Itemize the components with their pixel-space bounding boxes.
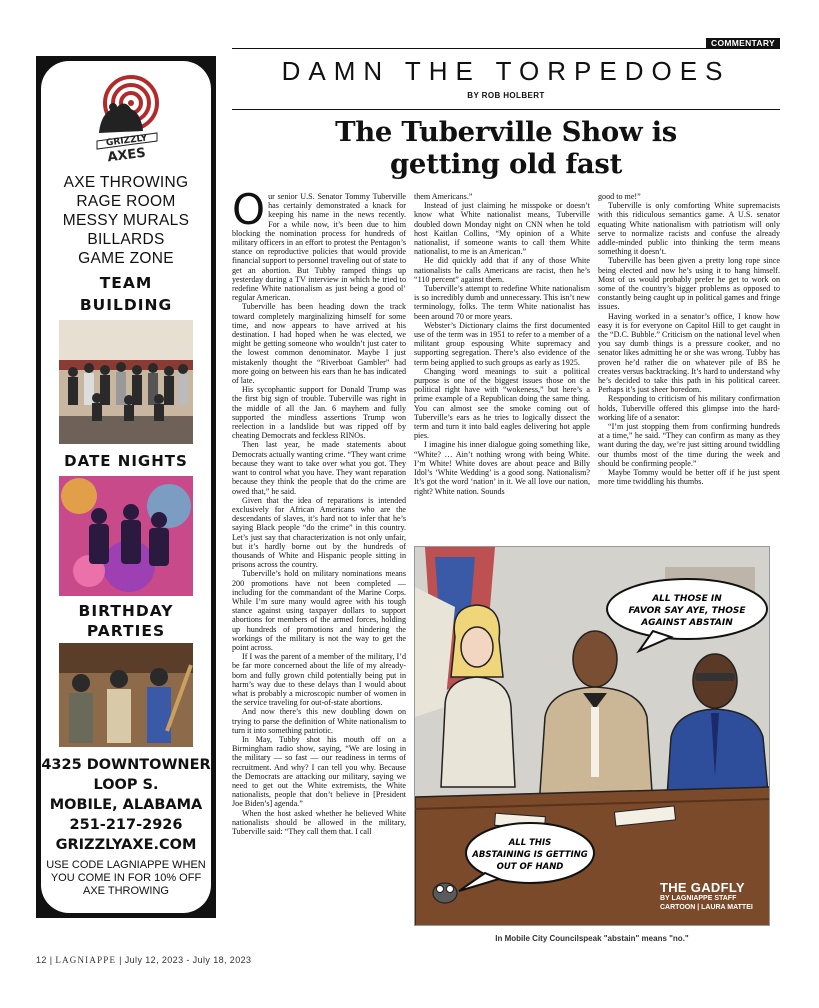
credit-line: BY LAGNIAPPE STAFF [660, 895, 737, 902]
page-footer [36, 955, 251, 965]
article-paragraph: Maybe Tommy would be better off if he just spent more time twiddling his thumbs. [598, 468, 780, 487]
footer-separator: | [119, 955, 122, 965]
top-divider [232, 48, 780, 49]
article-paragraph: Having worked in a senator’s office, I know how easy it is for everyone on Capitol Hill to get caught in the “D.C. Bubble.” Criticism on the national level when you say dumb things is a pressure cooker, and no senator likes admitting he or she was wrong. Tubby has proven he’d rather die on whatever pile of BS he creates versus backtracking. It’s hard to understand why he’s decided to take this path in his political career. Perhaps it’s just sheer boredom. [598, 311, 780, 395]
article-paragraph: When the host asked whether he believed White nationalists should be allowed in the military, Tuberville said: “They call them that. I call [232, 808, 406, 837]
service-item: AXE THROWING [63, 174, 189, 191]
promo-line: USE CODE LAGNIAPPE WHEN [46, 859, 206, 871]
team-building-photo [59, 320, 193, 444]
ad-promo-code [41, 859, 211, 898]
article-paragraph: Then last year, he made statements about Democrats actually wanting crime. “They want crime because they want to take over what you got. They want to control what you have. They want reparation because they think the people that do the crime are owed that,” he said. [232, 440, 406, 496]
address-line: LOOP S. [93, 777, 159, 793]
logo-text-grizzly: GRIZZLY [105, 133, 148, 149]
headline-line: getting old fast [390, 148, 622, 180]
section-label: COMMENTARY [706, 38, 780, 49]
article-paragraph: “I’m just stopping them from confirming hundreds at a time,” he said. “They can confirm as many as they want during the day, we’re just sitting around twiddling our thumbs most of the time during the week and should be confirming people.” [598, 422, 780, 468]
gadfly-cartoon [414, 546, 770, 926]
article-paragraph: Responding to criticism of his military confirmation holds, Tuberville offered this glimpse into the hard-working life of a senator: [598, 394, 780, 422]
article-paragraph: I imagine his inner dialogue going something like, “White? … Ain’t nothing wrong with being White. I’m White! White doves are about peace and Billy Idol’s ‘White Wedding’ is a good song. Nationalism? It’s got the word ‘nation’ in it. We all love our nation, right? White nation. Sounds [414, 440, 590, 496]
article-paragraph: Given that the idea of reparations is intended exclusively for African Americans who are the descendants of slaves, it’s hard not to infer that he’s saying Black people “do the crime” in this country. Let’s just say that characterization is not only unfair, but it’s hardly borne out by the hundreds of thousands of White and Hispanic people sitting in prisons across the country. [232, 495, 406, 570]
article-column-3 [598, 192, 780, 487]
article-paragraph: them Americans.” [414, 192, 473, 201]
bubble-bottom-line: ALL THIS [508, 838, 552, 848]
service-item: MESSY MURALS [62, 212, 190, 229]
cartoon-illustration [415, 547, 770, 926]
article-paragraph: Tuberville has been heading down the track toward completely marginalizing himself for some time, and now appears to have arrived at his destination. I had hoped when he was elected, we might be getting someone who wouldn’t just cater to the lowest common denominator. Maybe I just mistakenly thought the “Riverboat Gambler” had more going on between his ears than he has indicated of late. [232, 302, 406, 386]
service-item: BILLARDS [87, 231, 165, 248]
grizzly-bear-logo-icon [91, 73, 163, 165]
article-paragraph: Instead of just claiming he misspoke or doesn’t know what White nationalist means, Tuberville doubled down Monday night on CNN when he told host Kaitlan Collins, “My opinion of a White nationalist, if someone wants to call them White nationalist, to me is an American.” [414, 201, 590, 257]
article-paragraph: Changing word meanings to suit a political purpose is one of the biggest issues those on the political right have with “wokeness,” but here’s a prime example of a Republican doing the same thing. You can almost see the smoke coming out of Tuberville’s ears as he tries to logically dissect the term and turn it into bald eagles delivering hot apple pies. [414, 366, 590, 441]
ad-panel [41, 61, 211, 913]
headline-divider [232, 109, 780, 110]
column-name: DAMN THE TORPEDOES [281, 56, 731, 86]
article-paragraph: If I was the parent of a member of the military, I’d be far more concerned about the life of my already-born and fully grown child potentially being put in harm’s way due to these delays than I would about what is probably a microscopic number of women in the service traveling for out-of-state abortions. [232, 652, 406, 708]
ad-address-block [41, 755, 211, 855]
article-paragraph: Tuberville’s attempt to redefine White nationalism is so incredibly dumb and unnecessary. This isn’t new terminology, folks. The term White nationalist has been around 70 or more years. [414, 284, 590, 321]
drop-cap: O [232, 185, 266, 234]
cartoon-caption: In Mobile City Councilspeak "abstain" means "no." [495, 934, 689, 943]
article-paragraph: And now there’s this new doubling down on trying to parse the definition of White nationalism to turn it into something patriotic. [232, 707, 406, 735]
article-paragraph: In May, Tubby shot his mouth off on a Birmingham radio show, saying, “We are losing in the military — so fast — our readiness in terms of recruitment. And why? I can tell you why. Because the Democrats are attacking our military, saying we need to get out the White extremists, the White nationalists, people that don’t believe in [President Joe Biden’s] agenda.” [232, 734, 406, 809]
bubble-top-line: AGAINST ABSTAIN [641, 618, 733, 628]
cartoon-title: THE GADFLY [660, 880, 745, 895]
bubble-top-line: ALL THOSE IN [652, 594, 722, 604]
ad-parties-label: PARTIES [86, 622, 166, 640]
article-paragraph: His sycophantic support for Donald Trump was the first big sign of trouble. Tuberville was right in the middle of all the Jan. 6 mayhem and fully supported the mindless assertions Trump won reelection in a landslide but was ripped off by cheating Democrats and feckless RINOs. [232, 385, 406, 441]
article-paragraph: good to me!” [598, 192, 641, 201]
issue-dates: July 12, 2023 - July 18, 2023 [124, 955, 252, 965]
ad-birthday-label: BIRTHDAY [78, 602, 174, 620]
grizzly-axes-ad [36, 56, 216, 918]
ad-website: GRIZZLYAXE.COM [55, 837, 197, 853]
credit-line: CARTOON | LAURA MATTEI [660, 903, 753, 911]
headline-line: The Tuberville Show is [335, 116, 677, 148]
article-paragraph [232, 185, 406, 303]
article-paragraph: Tuberville’s hold on military nominations means 200 promotions have not been completed — including for the commandant of the Marine Corps. While I’m sure many would agree with his tough stance against using taxpayer dollars to support abortions for members of the armed forces, holding up hundreds of promotions and hindering the workings of the military is not the way to get the point across. [232, 569, 406, 652]
paragraph-text: ur senior U.S. Senator Tommy Tuberville has certainly demonstrated a knack for keeping his name in the news recently. For a while now, it’s been due to him blocking the nomination process for hundreds of military officers in an effort to protest the Pentagon’s stance on reproductive policies that would provide financial support to personnel traveling out of state to get an abortion. But Tubby ramped things up yesterday during a TV interview in which he tried to redefine White nationalism as just being a good ol’ regular American. [232, 192, 406, 303]
service-item: RAGE ROOM [76, 193, 176, 210]
bubble-top-line: FAVOR SAY AYE, THOSE [628, 606, 746, 616]
service-item: GAME ZONE [78, 250, 174, 267]
headline [232, 116, 780, 180]
publication-name: LAGNIAPPE [55, 955, 117, 965]
article-paragraph: He did quickly add that if any of those White nationalists he calls Americans are racist, then he’s “110 percent” against them. [414, 256, 590, 284]
birthday-parties-photo [59, 643, 193, 747]
byline: BY ROB HOLBERT [467, 91, 545, 100]
article-column-1 [232, 185, 406, 837]
bubble-bottom-line: ABSTAINING IS GETTING [472, 850, 588, 860]
promo-line: YOU COME IN FOR 10% OFF [50, 872, 202, 884]
date-nights-photo [59, 476, 193, 596]
article-paragraph: Tuberville has been given a pretty long rope since being elected and now he’s using it to hang himself. Most of us would probably prefer he get to work on some of the country’s bigger problems as opposed to constantly being caught up in political games and fringe issues. [598, 256, 780, 312]
ad-phone: 251-217-2926 [69, 817, 183, 833]
bubble-bottom-line: OUT OF HAND [496, 862, 564, 872]
address-line: MOBILE, ALABAMA [49, 797, 203, 813]
cartoon-credit [660, 895, 753, 912]
promo-line: AXE THROWING [83, 885, 169, 897]
article-paragraph: Webster’s Dictionary claims the first documented use of the term was in 1951 to refer to a member of a militant group espousing White supremacy and supporting segregation. There’s also evidence of the term being applied to such groups as early as 1925. [414, 320, 590, 367]
page-number: 12 [36, 955, 47, 965]
logo-text-axes: AXES [106, 145, 147, 165]
ad-date-nights-label: DATE NIGHTS [64, 452, 188, 470]
ad-building-label: BUILDING [79, 296, 173, 314]
footer-separator: | [49, 955, 53, 965]
article-paragraph: Tuberville is only comforting White supremacists with this ridiculous semantics game. A U.S. senator equating White nationalism with patriotism will only serve to normalize racists and confuse the already addle-minded public into thinking the term means something it doesn’t. [598, 201, 780, 257]
article-column-2 [414, 192, 590, 496]
ad-team-label: TEAM [99, 274, 153, 292]
ad-services-list [41, 173, 211, 268]
address-line: 4325 DOWNTOWNER [41, 757, 211, 773]
